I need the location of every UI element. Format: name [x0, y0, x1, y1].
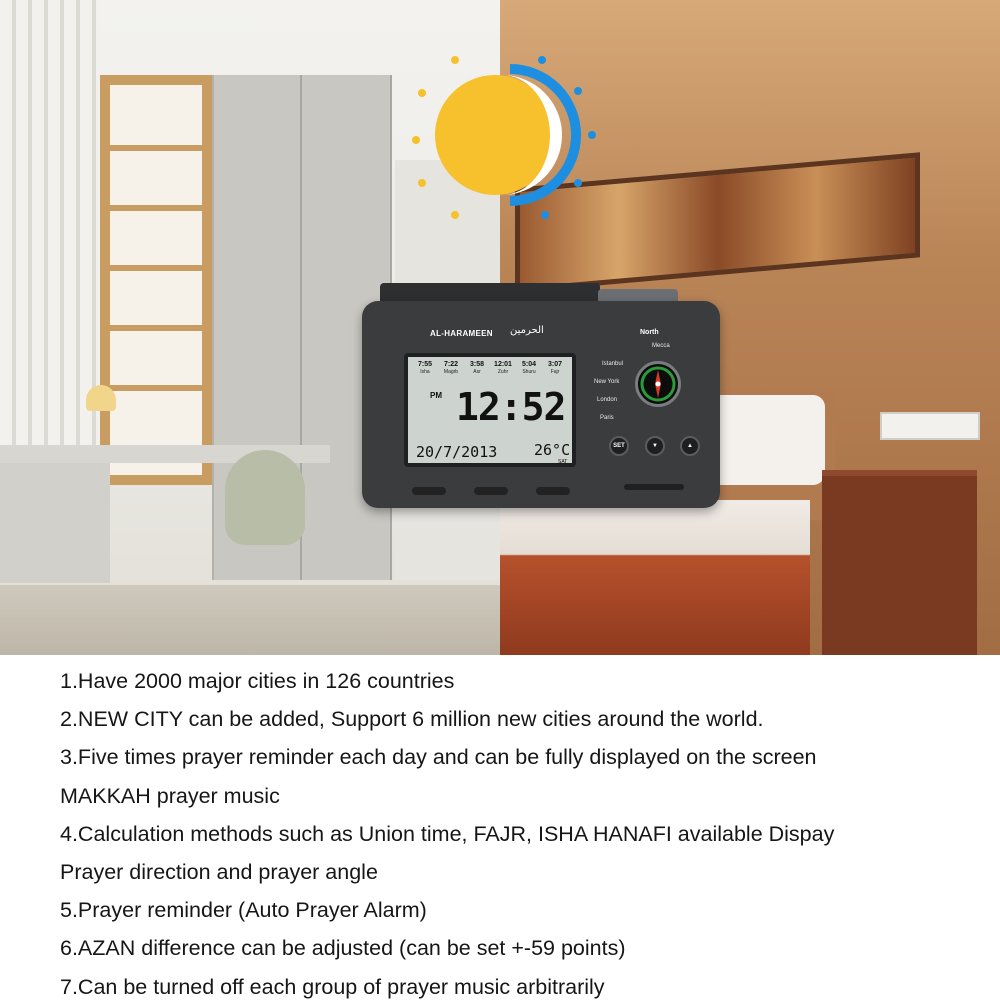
brand-name: AL-HARAMEEN [430, 329, 493, 338]
am-pm-indicator: PM [430, 391, 442, 400]
brand-name-arabic: الحرمين [510, 325, 544, 336]
alarm-button[interactable] [474, 487, 508, 495]
mecca-label: Mecca [652, 343, 670, 349]
prayer-time: 7:22 [443, 361, 458, 368]
prayer-zuhr [490, 361, 516, 383]
set-button[interactable]: SET [609, 436, 629, 456]
compass-icon [635, 361, 681, 407]
city-label: London [597, 397, 618, 403]
cabinet [0, 463, 110, 583]
prayer-time: 3:58 [469, 361, 484, 368]
chair [225, 450, 305, 545]
shelf [110, 145, 202, 151]
feature-item: 2.NEW CITY can be added, Support 6 million new cities around the world. [60, 707, 764, 732]
shelf [110, 265, 202, 271]
current-time: 12:52 [456, 385, 566, 429]
shelf [110, 205, 202, 211]
prayer-name: Magrb [443, 369, 459, 375]
bookshelf [100, 75, 212, 485]
prayer-name: Shuru [522, 369, 536, 375]
alarm-button[interactable] [412, 487, 446, 495]
feature-item: 7.Can be turned off each group of prayer music arbitrarily [60, 974, 605, 999]
down-button[interactable]: ▼ [645, 436, 665, 456]
prayer-time: 7:55 [417, 361, 432, 368]
feature-item: Prayer direction and prayer angle [60, 860, 378, 885]
feature-item: 4.Calculation methods such as Union time, FAJR, ISHA HANAFI available Dispay [60, 821, 835, 846]
city-label: Istanbul [602, 361, 624, 367]
prayer-fajr [542, 361, 568, 383]
clock-body [362, 301, 720, 508]
desk-lamp [86, 385, 116, 411]
feature-item: MAKKAH prayer music [60, 783, 280, 808]
nightstand [822, 470, 977, 655]
north-label: North [640, 329, 659, 336]
floor [0, 585, 500, 655]
shelf [110, 325, 202, 331]
prayer-name: Asr [473, 369, 481, 375]
prayer-isha [412, 361, 438, 383]
prayer-name: Isha [420, 369, 430, 375]
bed [500, 500, 810, 655]
city-label: Paris [600, 415, 614, 421]
city-label: New York [594, 379, 620, 385]
feature-item: 6.AZAN difference can be adjusted (can be set +-59 points) [60, 936, 626, 961]
prayer-asr [464, 361, 490, 383]
temperature: 26°C [534, 441, 571, 459]
feature-item: 3.Five times prayer reminder each day and can be fully displayed on the screen [60, 745, 817, 770]
lcd-screen [404, 353, 576, 467]
weekday: SAT [558, 459, 568, 465]
prayer-maghrib [438, 361, 464, 383]
speaker-grille [624, 484, 684, 490]
prayer-name: Fajr [550, 369, 560, 375]
current-date: 20/7/2013 [416, 443, 498, 461]
prayer-time: 5:04 [521, 361, 536, 368]
wall-socket [880, 412, 980, 440]
alarm-button[interactable] [536, 487, 570, 495]
shelf [110, 385, 202, 391]
prayer-time: 3:07 [547, 361, 562, 368]
prayer-shuruq [516, 361, 542, 383]
up-button[interactable]: ▲ [680, 436, 700, 456]
feature-list [60, 662, 960, 1000]
prayer-name: Zuhr [497, 369, 509, 375]
curtain [0, 0, 100, 520]
azan-clock [362, 283, 720, 508]
sun-moon-icon [410, 55, 610, 225]
prayer-times [412, 361, 568, 383]
feature-item: 1.Have 2000 major cities in 126 countries [60, 669, 455, 693]
feature-item: 5.Prayer reminder (Auto Prayer Alarm) [60, 898, 427, 923]
prayer-time: 12:01 [494, 361, 512, 368]
